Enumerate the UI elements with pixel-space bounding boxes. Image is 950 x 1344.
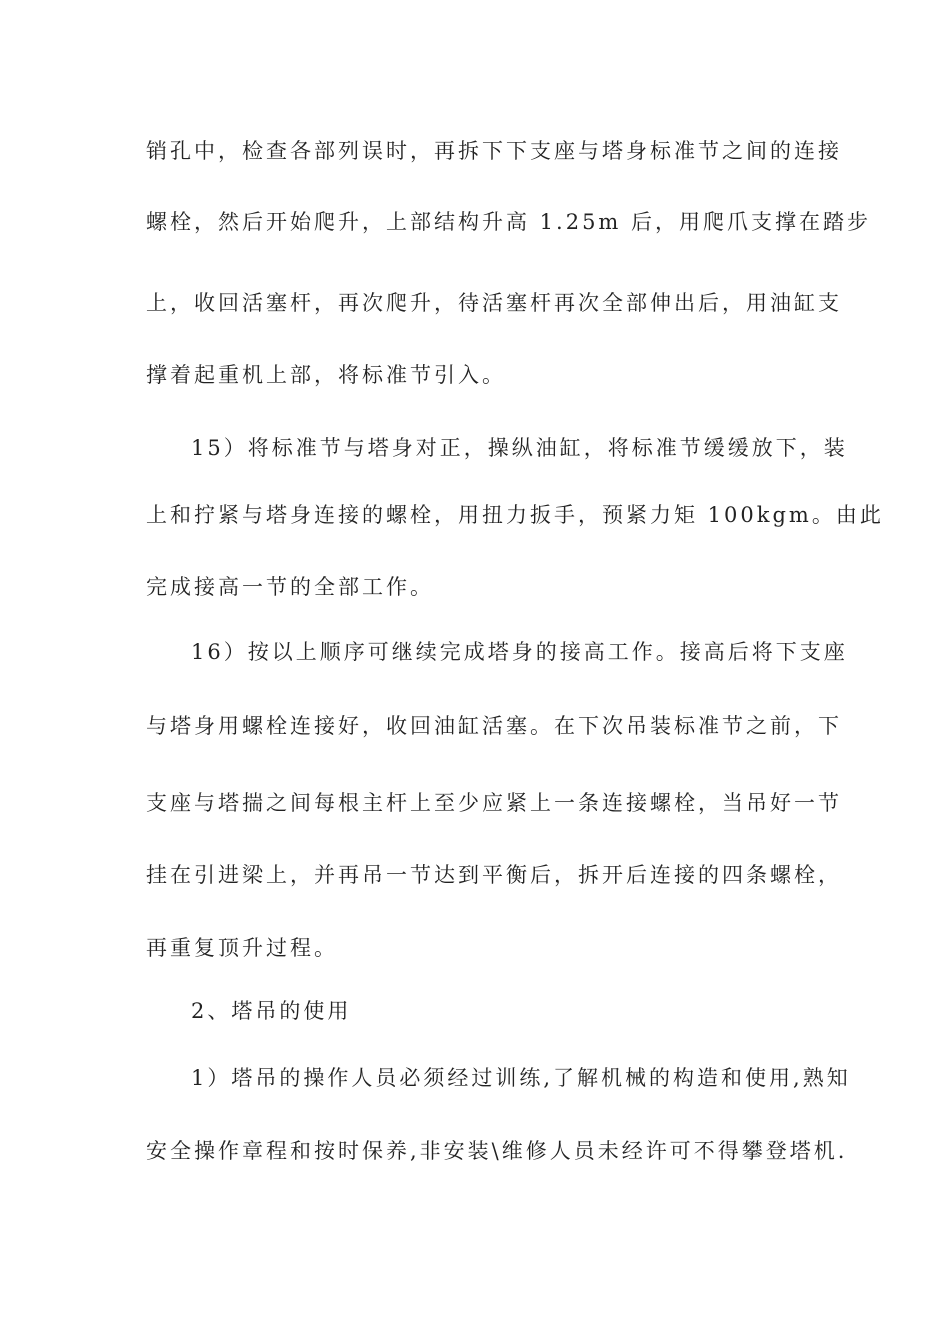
section-heading: 2、塔吊的使用 bbox=[191, 999, 352, 1023]
paragraph-16-line-5: 再重复顶升过程。 bbox=[146, 936, 338, 960]
paragraph-16-line-1: 16）按以上顺序可继续完成塔身的接高工作。接高后将下支座 bbox=[191, 640, 848, 664]
text-line-4: 撑着起重机上部，将标准节引入。 bbox=[146, 363, 506, 387]
paragraph-1-line-1: 1）塔吊的操作人员必须经过训练,了解机械的构造和使用,熟知 bbox=[191, 1066, 851, 1090]
paragraph-15-line-1: 15）将标准节与塔身对正，操纵油缸，将标准节缓缓放下，装 bbox=[191, 436, 848, 460]
paragraph-1-line-2: 安全操作章程和按时保养,非安装\维修人员未经许可不得攀登塔机. bbox=[146, 1139, 848, 1163]
text-line-3: 上，收回活塞杆，再次爬升，待活塞杆再次全部伸出后，用油缸支 bbox=[146, 291, 842, 315]
text-line-2: 螺栓，然后开始爬升，上部结构升高 1.25m 后，用爬爪支撑在踏步 bbox=[146, 210, 872, 234]
text-line-1: 销孔中，检查各部列误时，再拆下下支座与塔身标准节之间的连接 bbox=[146, 139, 842, 163]
paragraph-16-line-3: 支座与塔揣之间每根主杆上至少应紧上一条连接螺栓，当吊好一节 bbox=[146, 791, 842, 815]
paragraph-15-line-2: 上和拧紧与塔身连接的螺栓，用扭力扳手，预紧力矩 100kgm。由此 bbox=[146, 503, 884, 527]
paragraph-16-line-4: 挂在引进梁上，并再吊一节达到平衡后，拆开后连接的四条螺栓， bbox=[146, 863, 842, 887]
paragraph-16-line-2: 与塔身用螺栓连接好，收回油缸活塞。在下次吊装标准节之前，下 bbox=[146, 714, 842, 738]
paragraph-15-line-3: 完成接高一节的全部工作。 bbox=[146, 575, 434, 599]
